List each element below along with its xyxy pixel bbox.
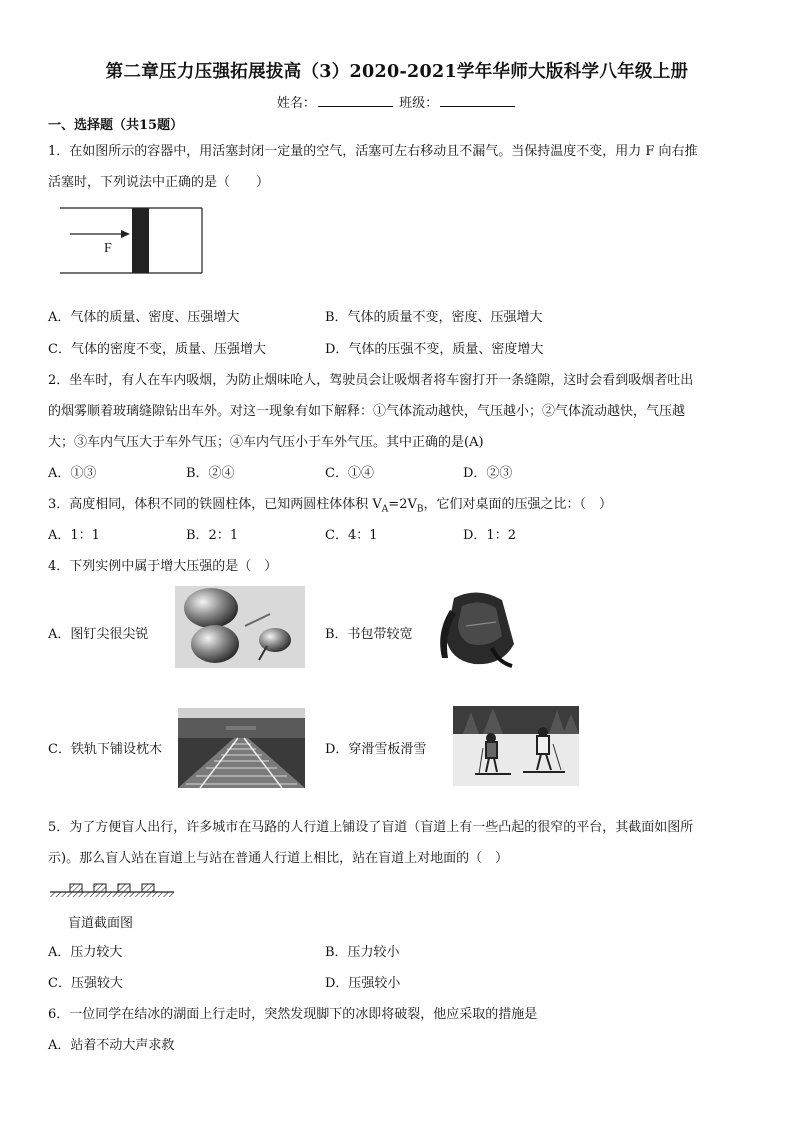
q4-option-c[interactable]: C．铁轨下铺设枕木 — [48, 742, 162, 757]
q1-option-d[interactable]: D．气体的压强不变，质量、密度增大 — [325, 342, 544, 357]
q3-option-d[interactable]: D．1：2 — [463, 528, 516, 543]
q1-stem-line2: 活塞时，下列说法中正确的是（ ） — [48, 175, 270, 190]
tactile-paving-caption: 盲道截面图 — [68, 916, 134, 931]
q4-stem: 4．下列实例中属于增大压强的是（ ） — [48, 559, 278, 574]
class-label: 班级： — [399, 96, 439, 111]
q3-sub-a: A — [381, 504, 389, 515]
section-title: 一、选择题（共15题） — [48, 118, 184, 133]
q2-stem-line3: 大；③车内气压大于车外气压；④车内气压小于车外气压。其中正确的是(A) — [48, 435, 484, 450]
q3-option-c[interactable]: C．4：1 — [325, 528, 378, 543]
q2-stem-line2: 的烟雾顺着玻璃缝隙钻出车外。对这一现象有如下解释：①气体流动越快，气压越小；②气体流动越快，气压越 — [48, 404, 686, 419]
q1-option-a[interactable]: A．气体的质量、密度、压强增大 — [48, 310, 240, 325]
q3-stem-pre: 3．高度相同，体积不同的铁圆柱体，已知两圆柱体体积 V — [48, 497, 382, 512]
q3-option-a[interactable]: A．1：1 — [48, 528, 100, 543]
q3-sub-b: B — [416, 504, 424, 515]
backpack-photo — [432, 586, 524, 672]
q5-stem-line2: 示)。那么盲人站在盲道上与站在普通人行道上相比，站在盲道上对地面的（ ） — [48, 851, 509, 866]
q1-option-b[interactable]: B．气体的质量不变，密度、压强增大 — [325, 310, 543, 325]
skiing-photo — [453, 706, 579, 786]
q5-option-d[interactable]: D．压强较小 — [325, 976, 401, 991]
tactile-paving-cross-section — [50, 880, 176, 898]
q2-option-a[interactable]: A．①③ — [48, 466, 97, 481]
q3-stem-mid: =2V — [388, 497, 417, 512]
force-label: F — [104, 241, 112, 256]
q4-option-a[interactable]: A．图钉尖很尖锐 — [48, 627, 149, 642]
q3-stem — [48, 493, 612, 515]
q5-option-b[interactable]: B．压力较小 — [325, 945, 400, 960]
q3-option-b[interactable]: B．2：1 — [186, 528, 239, 543]
q2-option-c[interactable]: C．①④ — [325, 466, 374, 481]
student-info — [0, 92, 794, 111]
piston — [132, 208, 149, 273]
name-blank[interactable] — [318, 95, 393, 107]
piston-container-figure — [58, 206, 206, 276]
q2-option-d[interactable]: D．②③ — [463, 466, 513, 481]
q3-stem-post: ，它们对桌面的压强之比：（ ） — [423, 497, 612, 512]
railway-photo — [178, 708, 305, 788]
thumbtack-photo — [175, 586, 305, 668]
q2-option-b[interactable]: B．②④ — [186, 466, 235, 481]
name-label: 姓名： — [276, 96, 316, 111]
arrow-head-icon — [121, 230, 130, 238]
class-blank[interactable] — [440, 95, 515, 107]
q5-option-c[interactable]: C．压强较大 — [48, 976, 123, 991]
q1-option-c[interactable]: C．气体的密度不变，质量、压强增大 — [48, 342, 266, 357]
q4-option-b[interactable]: B．书包带较宽 — [325, 627, 413, 642]
q2-stem-line1: 2．坐车时，有人在车内吸烟，为防止烟味呛人，驾驶员会让吸烟者将车窗打开一条缝隙，这时会看到吸烟者吐出 — [48, 373, 694, 388]
q6-stem: 6．一位同学在结冰的湖面上行走时，突然发现脚下的冰即将破裂，他应采取的措施是 — [48, 1007, 538, 1022]
q6-option-a[interactable]: A．站着不动大声求救 — [48, 1038, 175, 1053]
q5-option-a[interactable]: A．压力较大 — [48, 945, 123, 960]
q1-stem-line1: 1．在如图所示的容器中，用活塞封闭一定量的空气，活塞可左右移动且不漏气。当保持温度不变，用力 F 向右推 — [48, 144, 698, 159]
q5-stem-line1: 5．为了方便盲人出行，许多城市在马路的人行道上铺设了盲道（盲道上有一些凸起的很窄的平台，其截面如图所 — [48, 820, 694, 835]
q4-option-d[interactable]: D．穿滑雪板滑雪 — [325, 742, 427, 757]
page-title: 第二章压力压强拓展拔高（3）2020-2021学年华师大版科学八年级上册 — [105, 62, 689, 82]
